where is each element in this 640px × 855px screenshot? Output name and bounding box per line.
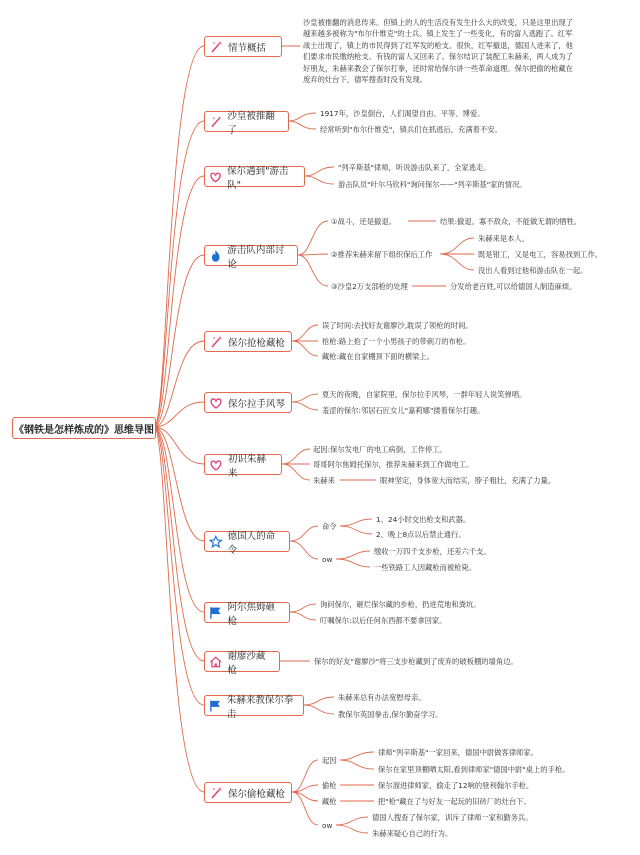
flag-icon [209, 699, 222, 713]
branch-title: 游击队内部讨论 [227, 244, 285, 270]
leaf-label: 命令 [322, 522, 337, 531]
leaf-text: ②推荐朱赫来留下组织保后工作 [331, 250, 433, 259]
branch-title: 情节概括 [228, 42, 267, 54]
branch-tsar-overthrown[interactable] [204, 110, 289, 136]
leaf-text: 朱赫来疑心自己的行为。 [372, 829, 453, 838]
branch-title: 沙皇被推翻了 [227, 110, 275, 136]
branch-meets-guerrillas[interactable] [204, 165, 305, 191]
leaf-text: 哥哥阿尔焦姆托保尔，推荐朱赫来到工作做电工。 [313, 460, 474, 469]
leaf-text: 眼神坚定，身体宽大而结实，脖子粗壮，充满了力量。 [380, 476, 556, 485]
leaf-text: 保尔在家里顶棚晒太阳,看到律师家"德国中尉"桌上的手枪。 [378, 765, 570, 774]
sparkle-wand-icon [209, 40, 223, 54]
leaf-text: 经常听到"布尔什维克"，镇兵们在抓逃后，充满着不安。 [320, 125, 502, 134]
leaf-text: 朱赫来总有办法宽慰母亲。 [338, 693, 426, 702]
leaf-text: 缴收一万四千支步枪，还差六千支。 [374, 547, 491, 556]
branch-title: 保尔遇到"游击队" [227, 165, 289, 191]
branch-steal-hide-pistol[interactable] [204, 782, 292, 803]
leaf-text: 询问保尔，砸烂保尔藏的步枪，扔进荒地和粪坑。 [320, 600, 481, 609]
branch-title: 阿尔焦姆砸枪 [227, 601, 276, 627]
branch-title: 保尔偷枪藏枪 [228, 788, 286, 800]
leaf-text: 教保尔英国拳击,保尔勤奋学习。 [338, 710, 443, 719]
branch-title: 谢廖沙藏枪 [227, 650, 266, 676]
leaf-text: "列辛斯基"律师，听说游击队来了，全家逃走。 [338, 163, 491, 172]
leaf-text: 游击队员"叶尔马钦科"询问保尔——"列辛斯基"家的情况。 [338, 180, 527, 189]
leaf-text: 羞涩的保尔:邻居石匠女儿"嘉莉娜"搂着保尔打趣。 [322, 406, 485, 415]
sparkle-wand-icon [209, 115, 222, 129]
leaf-label: 朱赫来 [313, 476, 335, 485]
leaf-text: 夏天的夜晚，自家院里，保尔拉手风琴，一群年轻人说笑弹唱。 [322, 390, 527, 399]
branch-guerrilla-discussion[interactable] [204, 244, 298, 270]
leaf-text: 德国人搜查了保尔家，训斥了律师一家和勤务兵。 [372, 813, 533, 822]
branch-meet-zhukhrai[interactable] [204, 453, 282, 479]
branch-plot-summary[interactable] [204, 36, 282, 57]
heart-icon [209, 396, 223, 410]
leaf-text: 把"枪"藏在了与好友一起玩的旧砖厂的灶台下。 [378, 797, 531, 806]
home-icon [209, 655, 222, 669]
leaf-text: 叮嘱保尔:以后任何东西都不要拿回家。 [320, 616, 447, 625]
branch-boxing-lesson[interactable] [204, 694, 304, 720]
branch-seryozha-hides-gun[interactable] [204, 650, 280, 676]
leaf-label: 偷枪 [322, 781, 337, 790]
leaf-text: 分发给老百姓,可以给德国人制造麻烦。 [450, 282, 577, 291]
leaf-text: 保尔溜进律师家，偷走了12响的登利翰尔手枪。 [378, 781, 534, 790]
branch-artem-smashes-gun[interactable] [204, 601, 290, 627]
leaf-text: 保尔的好友"谢廖沙"将三支步枪藏到了废弃的破板棚的墙角边。 [314, 657, 518, 666]
flame-icon [209, 249, 222, 263]
star-icon [209, 535, 223, 549]
leaf-text: 1、24小时交出枪支和武器。 [376, 515, 471, 524]
sparkle-wand-icon [209, 786, 223, 800]
leaf-label: 藏枪 [322, 797, 337, 806]
leaf-text: 2、晚上8点以后禁止通行。 [376, 530, 466, 539]
leaf-text: 抢枪:路上抢了一个小男孩子的带刺刀的布枪。 [322, 337, 471, 346]
plot-summary-text: 沙皇被推翻的消息传来。但镇上的人的生活没有发生什么大的改变，只是这里出现了越来越多被称为"布尔什维克"的士兵。镇上发生了一些变化，有的富人逃跑了。红军战士出现了，镇上的市民得到了红军发的枪支。很快，红军撤退，德国人进来了，他们要求市民缴纳枪支。有钱的富人又回来了。保尔结识了装配工朱赫来，两人成为了好朋友，朱赫来教会了保尔打拳，还时常给保尔讲一些革命道理。保尔把偷的枪藏在废弃的灶台下，德军搜查时没有发现。 [303, 18, 573, 85]
leaf-label: 起因 [322, 756, 337, 765]
leaf-text: 1917年，沙皇倒台，人们渴望自由、平等、博爱。 [320, 109, 485, 118]
leaf-text: ③沙皇2万支部枪的处理 [331, 282, 408, 291]
sparkle-wand-icon [209, 335, 223, 349]
leaf-text: ①战斗，还是撤退。 [331, 217, 396, 226]
branch-title: 保尔拉手风琴 [228, 398, 286, 410]
leaf-label: ow [322, 821, 333, 830]
leaf-text: 藏枪:藏在自家棚顶下面的横梁上。 [322, 352, 434, 361]
branch-german-order[interactable] [204, 530, 290, 556]
leaf-text: 朱赫来是本人。 [478, 234, 530, 243]
leaf-text: 律师"列辛斯基"一家回来，德国中尉做客律师家。 [378, 748, 538, 757]
root-title[interactable]: 《钢铁是怎样炼成的》思维导图 [12, 417, 156, 439]
leaf-text: 没出人看到过他和游击队在一起。 [478, 266, 588, 275]
leaf-text: 结果:撤退。寡不敌众，不能做无谓的牺牲。 [440, 217, 582, 226]
branch-accordion[interactable] [204, 392, 292, 413]
leaf-text: 一些铁路工人因藏枪而被枪毙。 [374, 563, 477, 572]
branch-grab-hide-gun[interactable] [204, 331, 292, 352]
flag-icon [209, 606, 223, 620]
heart-icon [209, 170, 222, 184]
branch-title: 朱赫来教保尔拳击 [226, 694, 294, 720]
leaf-label: ow [322, 555, 333, 564]
leaf-text: 误了时间:去找好友谢廖沙,耽误了领枪的时间。 [322, 321, 473, 330]
heart-icon [209, 458, 223, 472]
branch-title: 德国人的命令 [227, 530, 276, 556]
leaf-text: 起因:保尔发电厂的电工病倒，工作停工。 [313, 445, 447, 454]
leaf-text: 既是钳工，又是电工，容易找到工作。 [478, 250, 603, 259]
branch-title: 保尔抢枪藏枪 [228, 337, 286, 349]
branch-title: 初识朱赫来 [227, 453, 266, 479]
